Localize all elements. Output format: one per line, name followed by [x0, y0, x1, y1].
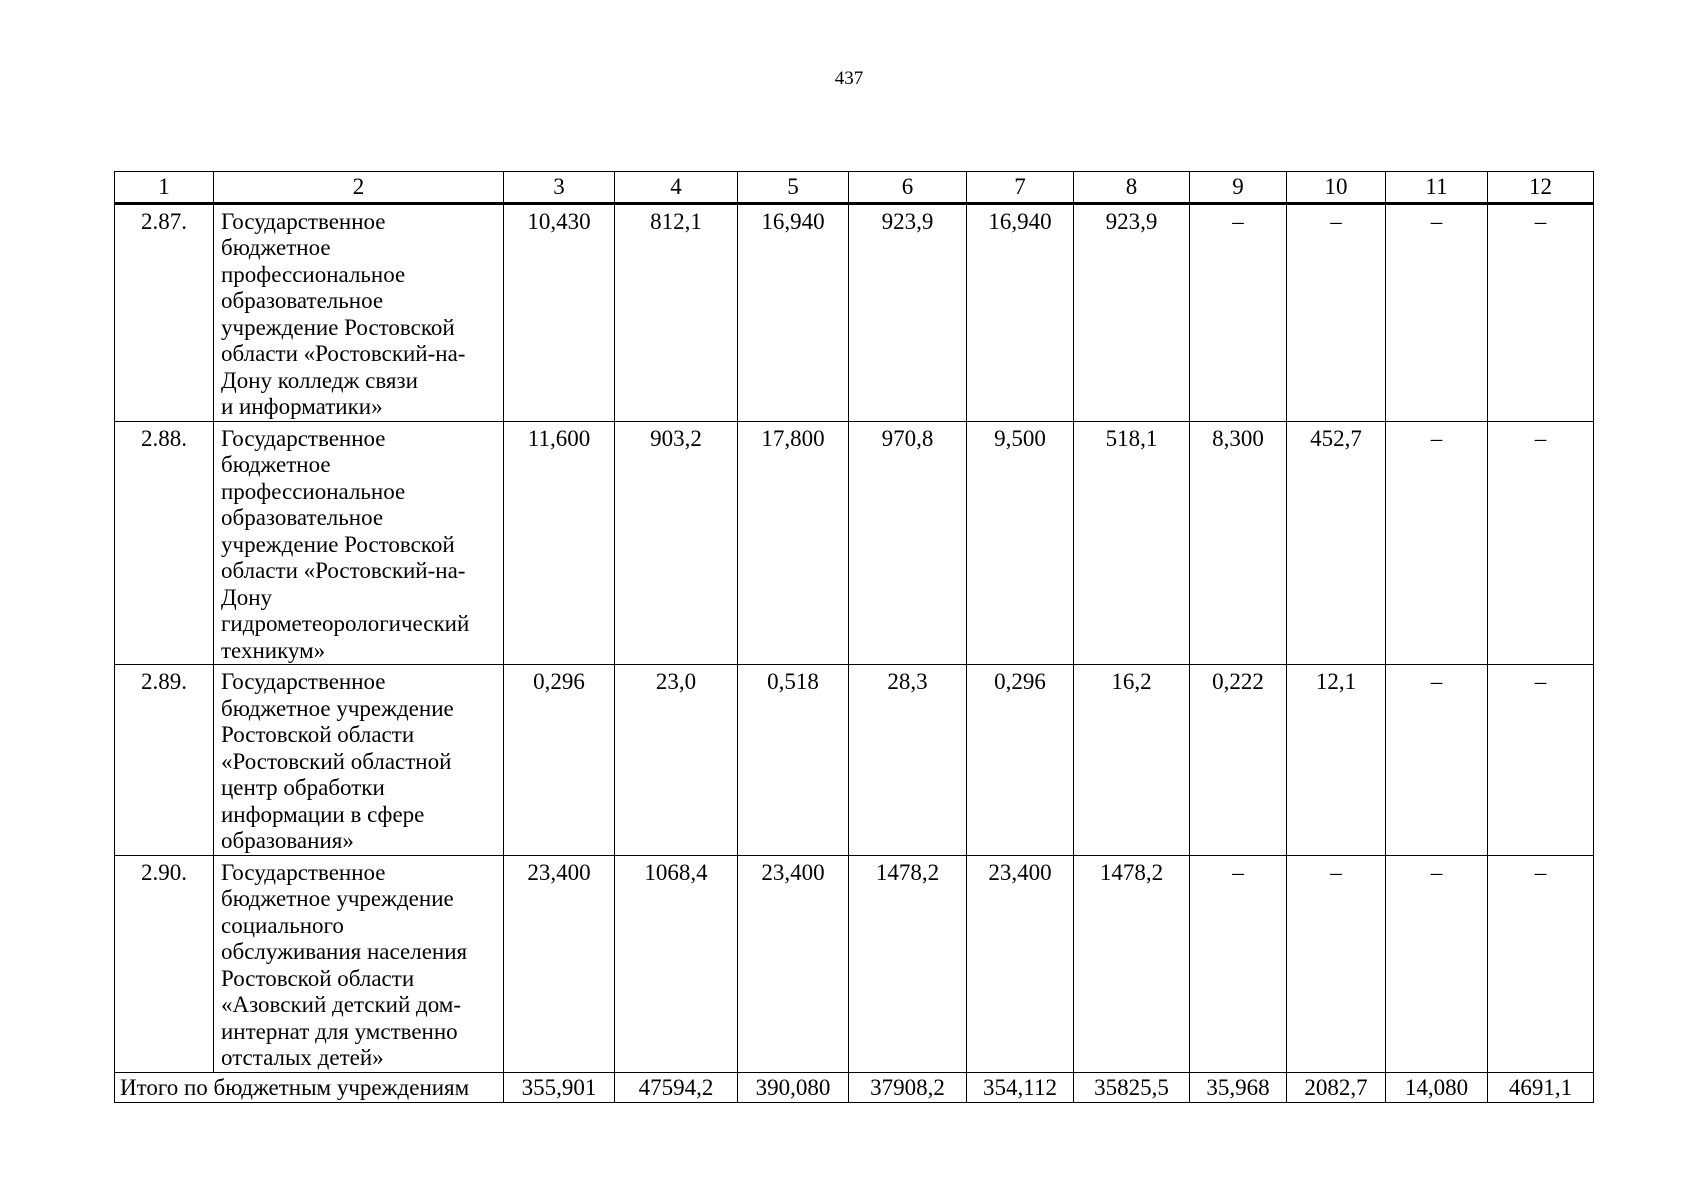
value-cell: 812,1 [615, 203, 738, 421]
value-cell: – [1386, 855, 1488, 1072]
value-cell: 10,430 [504, 203, 615, 421]
value-cell: – [1386, 203, 1488, 421]
institution-name-line: образовательное [221, 288, 384, 313]
value-cell: 0,518 [738, 665, 849, 856]
total-cell: 355,901 [504, 1072, 615, 1103]
institution-name-line: обслуживания населения [221, 939, 468, 964]
value-cell: – [1488, 203, 1594, 421]
institution-name-line: Государственное [221, 208, 386, 234]
header-cell: 5 [738, 172, 849, 204]
institution-name [214, 421, 504, 665]
value-cell: 970,8 [849, 421, 967, 665]
institution-name-line: отсталых детей» [221, 1045, 384, 1070]
institution-name-line: Ростовской области [221, 722, 415, 747]
table-row [115, 855, 1594, 1072]
header-cell: 12 [1488, 172, 1594, 204]
header-cell: 2 [214, 172, 504, 204]
value-cell: 452,7 [1287, 421, 1386, 665]
header-cell: 6 [849, 172, 967, 204]
header-cell: 7 [967, 172, 1074, 204]
value-cell: 28,3 [849, 665, 967, 856]
value-cell: 923,9 [849, 203, 967, 421]
value-cell: 0,296 [967, 665, 1074, 856]
table-row [115, 665, 1594, 856]
total-row [115, 1072, 1594, 1103]
value-cell: 1478,2 [849, 855, 967, 1072]
value-cell: 12,1 [1287, 665, 1386, 856]
value-cell: 1478,2 [1074, 855, 1190, 1072]
header-row [115, 172, 1594, 204]
value-cell: 17,800 [738, 421, 849, 665]
value-cell: 1068,4 [615, 855, 738, 1072]
institution-name-line: Государственное [221, 859, 386, 885]
institution-name-line: центр обработки [221, 775, 385, 800]
institution-name-line: техникум» [221, 637, 326, 663]
table-row [115, 203, 1594, 421]
institution-name-line: учреждение Ростовской [221, 531, 455, 557]
institution-name-line: бюджетное учреждение [221, 695, 454, 721]
data-table [114, 171, 1594, 1103]
header-cell: 9 [1190, 172, 1287, 204]
institution-name-line: области «Ростовский-на- [221, 558, 466, 583]
total-cell: 35,968 [1190, 1072, 1287, 1103]
value-cell: 8,300 [1190, 421, 1287, 665]
value-cell: 16,2 [1074, 665, 1190, 856]
institution-name-line: бюджетное [221, 452, 331, 477]
institution-name [214, 855, 504, 1072]
institution-name-line: «Азовский детский дом- [221, 992, 462, 1017]
institution-name-line: интернат для умственно [221, 1018, 458, 1044]
institution-name-line: информации в сфере [221, 801, 425, 827]
institution-name-line: учреждение Ростовской [221, 314, 455, 340]
table-body [115, 172, 1594, 1103]
institution-name-line: профессиональное [221, 478, 406, 504]
value-cell: – [1386, 665, 1488, 856]
value-cell: – [1190, 855, 1287, 1072]
value-cell: 16,940 [967, 203, 1074, 421]
institution-name-line: бюджетное учреждение [221, 886, 454, 911]
header-cell: 4 [615, 172, 738, 204]
value-cell: 23,400 [504, 855, 615, 1072]
value-cell: – [1386, 421, 1488, 665]
row-index: 2.89. [115, 665, 214, 856]
value-cell: – [1488, 855, 1594, 1072]
value-cell: 11,600 [504, 421, 615, 665]
value-cell: 23,400 [738, 855, 849, 1072]
total-label: Итого по бюджетным учреждениям [115, 1072, 504, 1103]
value-cell: – [1488, 665, 1594, 856]
total-cell: 35825,5 [1074, 1072, 1190, 1103]
header-cell: 1 [115, 172, 214, 204]
institution-name-line: социального [221, 912, 344, 938]
institution-name-line: образования» [221, 828, 354, 853]
institution-name [214, 203, 504, 421]
institution-name-line: Дону колледж связи [221, 367, 418, 393]
value-cell: 16,940 [738, 203, 849, 421]
value-cell: – [1488, 421, 1594, 665]
value-cell: 923,9 [1074, 203, 1190, 421]
header-cell: 10 [1287, 172, 1386, 204]
institution-name-line: «Ростовский областной [221, 748, 452, 774]
institution-name-line: профессиональное [221, 261, 406, 287]
value-cell: 518,1 [1074, 421, 1190, 665]
page-number: 437 [834, 68, 864, 89]
institution-name-line: и информатики» [221, 394, 383, 419]
institution-name-line: Дону [221, 584, 272, 610]
institution-name-line: Государственное [221, 669, 386, 694]
institution-name-line: области «Ростовский-на- [221, 341, 466, 366]
value-cell: 0,296 [504, 665, 615, 856]
row-index: 2.90. [115, 855, 214, 1072]
value-cell: – [1287, 855, 1386, 1072]
institution-name-line: гидрометеорологический [221, 611, 470, 636]
total-cell: 390,080 [738, 1072, 849, 1103]
institution-name-line: образовательное [221, 505, 384, 530]
value-cell: 0,222 [1190, 665, 1287, 856]
value-cell: 23,400 [967, 855, 1074, 1072]
row-index: 2.88. [115, 421, 214, 665]
value-cell: 23,0 [615, 665, 738, 856]
institution-name-line: бюджетное [221, 235, 331, 260]
total-cell: 4691,1 [1488, 1072, 1594, 1103]
value-cell: – [1190, 203, 1287, 421]
total-cell: 14,080 [1386, 1072, 1488, 1103]
value-cell: 9,500 [967, 421, 1074, 665]
header-cell: 8 [1074, 172, 1190, 204]
row-index: 2.87. [115, 203, 214, 421]
institution-name-line: Ростовской области [221, 965, 415, 991]
total-cell: 354,112 [967, 1072, 1074, 1103]
institution-name [214, 665, 504, 856]
header-cell: 3 [504, 172, 615, 204]
value-cell: – [1287, 203, 1386, 421]
value-cell: 903,2 [615, 421, 738, 665]
total-cell: 47594,2 [615, 1072, 738, 1103]
header-cell: 11 [1386, 172, 1488, 204]
total-cell: 37908,2 [849, 1072, 967, 1103]
table-row [115, 421, 1594, 665]
total-cell: 2082,7 [1287, 1072, 1386, 1103]
institution-name-line: Государственное [221, 425, 386, 451]
